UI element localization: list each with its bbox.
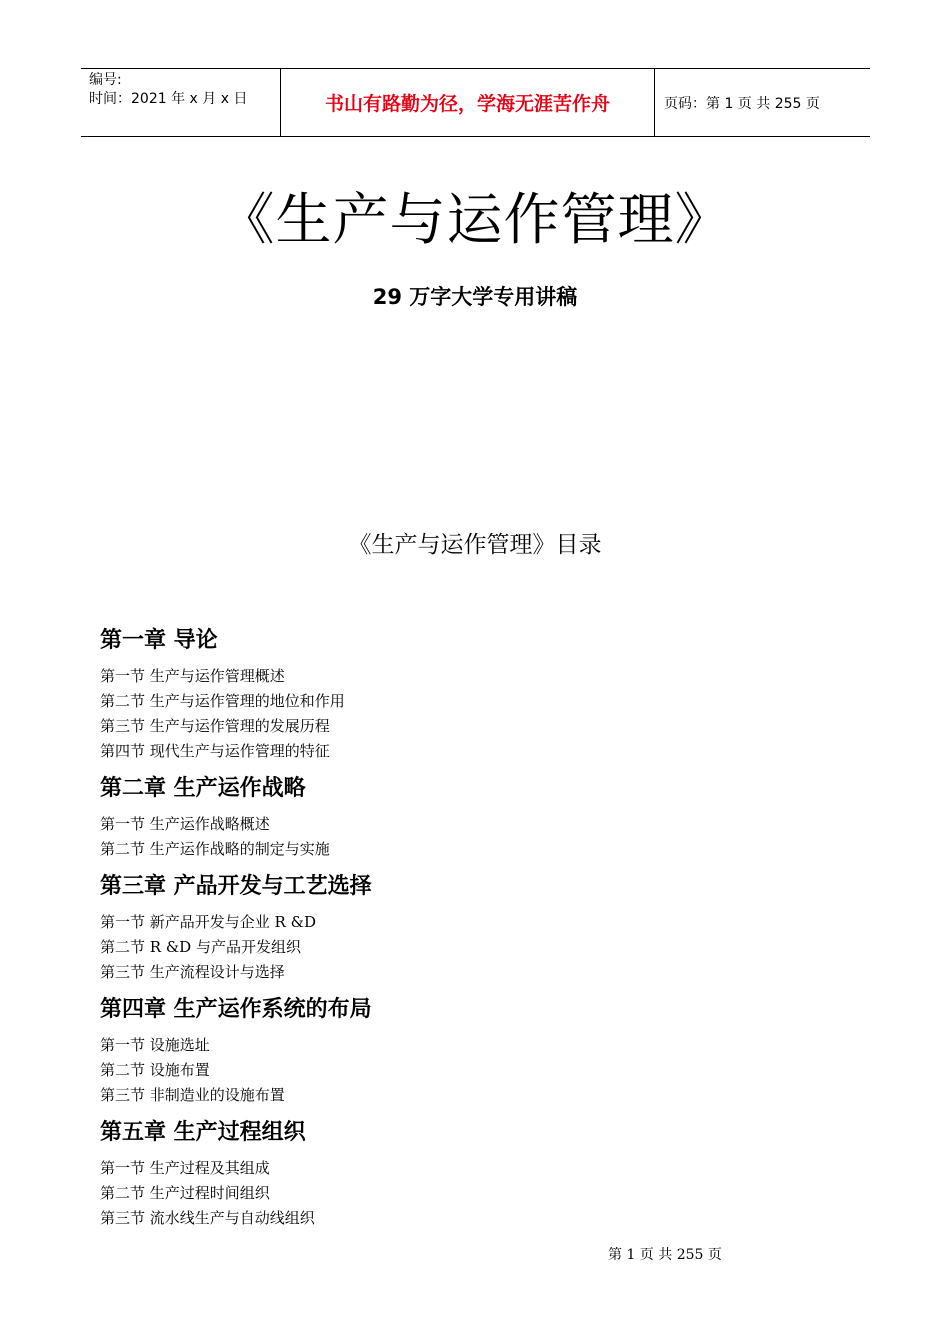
section-item: 第二节 生产运作战略的制定与实施 bbox=[100, 840, 330, 858]
section-list bbox=[100, 812, 800, 862]
serial-label: 编号: bbox=[89, 72, 122, 88]
section-item: 第三节 非制造业的设施布置 bbox=[100, 1086, 285, 1104]
section-item: 第三节 流水线生产与自动线组织 bbox=[100, 1209, 315, 1227]
document-subtitle: 29 万字大学专用讲稿 bbox=[372, 285, 578, 309]
section-item: 第一节 新产品开发与企业 R &D bbox=[100, 913, 316, 931]
toc-chapter bbox=[100, 772, 800, 862]
section-item: 第二节 生产过程时间组织 bbox=[100, 1184, 270, 1202]
section-item: 第四节 现代生产与运作管理的特征 bbox=[100, 742, 330, 760]
toc-chapter bbox=[100, 624, 800, 764]
chapter-title: 第二章 生产运作战略 bbox=[100, 776, 306, 801]
section-list bbox=[100, 910, 800, 985]
header-motto: 书山有路勤为径，学海无涯苦作舟 bbox=[281, 69, 655, 136]
section-item: 第一节 生产运作战略概述 bbox=[100, 815, 270, 833]
toc-heading: 《生产与运作管理》目录 bbox=[348, 532, 602, 558]
toc-chapter bbox=[100, 1116, 800, 1231]
section-list bbox=[100, 1156, 800, 1231]
section-item: 第一节 生产过程及其组成 bbox=[100, 1159, 270, 1177]
page-header bbox=[81, 68, 870, 137]
chapter-title: 第四章 生产运作系统的布局 bbox=[100, 997, 372, 1022]
chapter-title: 第五章 生产过程组织 bbox=[100, 1120, 306, 1145]
chapter-title: 第一章 导论 bbox=[100, 628, 218, 653]
page-footer: 第 1 页 共 255 页 bbox=[608, 1247, 722, 1263]
section-list bbox=[100, 664, 800, 764]
section-item: 第一节 设施选址 bbox=[100, 1036, 210, 1054]
section-item: 第二节 设施布置 bbox=[100, 1061, 210, 1079]
date-label: 时间：2021 年 x 月 x 日 bbox=[89, 91, 248, 107]
toc-chapter bbox=[100, 870, 800, 985]
section-item: 第二节 生产与运作管理的地位和作用 bbox=[100, 692, 345, 710]
document-title: 《生产与运作管理》 bbox=[218, 188, 732, 253]
header-page-info: 页码：第 1 页 共 255 页 bbox=[664, 95, 820, 112]
header-meta bbox=[81, 69, 281, 136]
section-item: 第三节 生产与运作管理的发展历程 bbox=[100, 717, 330, 735]
section-list bbox=[100, 1033, 800, 1108]
chapter-title: 第三章 产品开发与工艺选择 bbox=[100, 874, 372, 899]
section-item: 第二节 R &D 与产品开发组织 bbox=[100, 938, 301, 956]
table-of-contents bbox=[100, 624, 800, 1239]
section-item: 第三节 生产流程设计与选择 bbox=[100, 963, 285, 981]
section-item: 第一节 生产与运作管理概述 bbox=[100, 667, 285, 685]
toc-chapter bbox=[100, 993, 800, 1108]
